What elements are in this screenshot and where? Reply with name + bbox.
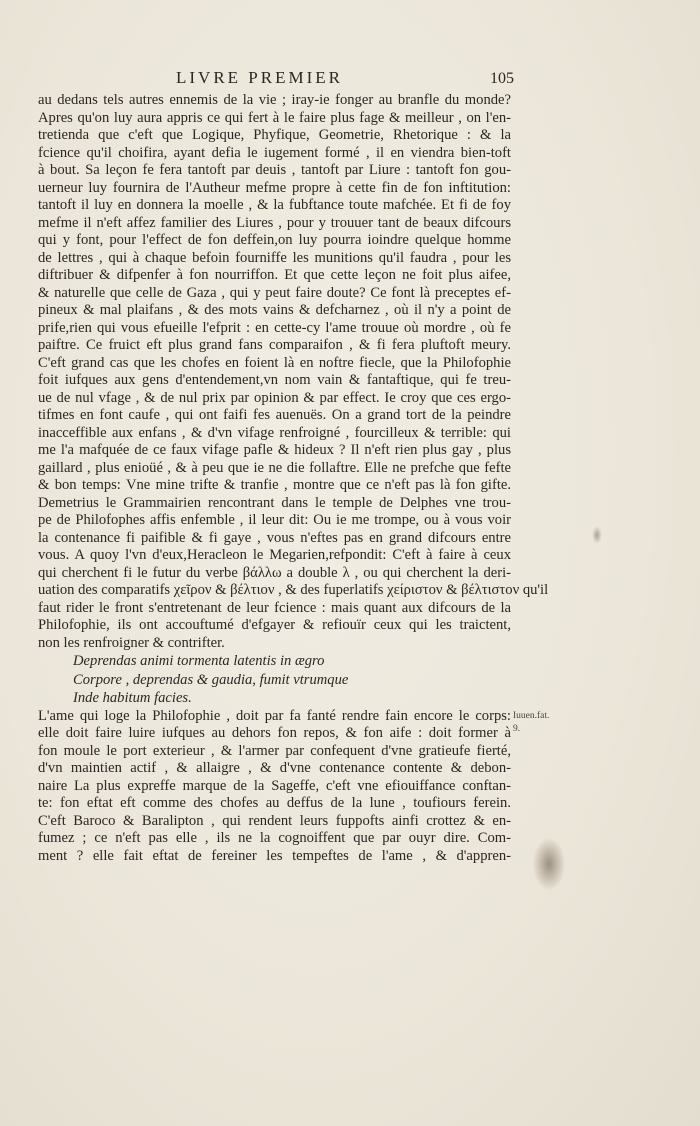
text-line: pe de Philofophes affis enfemble , il leur dit: Ou ie me trompe, ou à vous voir <box>38 512 511 528</box>
text-line: naire La plus expreffe marque de la Sageffe, c'eft vne efiouiffance conftan- <box>38 777 511 794</box>
text-line: gaillard , plus enioüé , & à peu que ie ne die follaftre. Elle ne prefche que fefte <box>38 459 511 476</box>
text-line: mefme il n'eft affez familier des Liures , pour y trouuer tant de beaux difcours <box>38 214 511 231</box>
text-line: la contenance fi paifible & fi gaye , vous n'eftes pas en grand difcours entre <box>38 529 511 546</box>
paper-stain <box>533 838 565 890</box>
page-header <box>0 68 700 92</box>
text-line: faut rider le front s'entretenant de leur fcience : mais quant aux difcours de la <box>38 599 511 616</box>
text-line: Apres qu'on luy aura appris ce qui fert à le faire plus fage & meilleur , on l'en- <box>38 109 511 126</box>
text-line: pineux & mal plaifans , & des mots vains & defcharnez , où il n'y a point de <box>38 302 511 318</box>
text-line: qui y font, pour l'effect de fon deffein,on luy pourra ioindre quelque homme <box>38 232 511 248</box>
text-line: fcience qu'il choifira, ayant defia le iugement formé , il en viendra bien-toft <box>38 144 511 161</box>
text-line: C'eft grand cas que les chofes en foient là en noftre fiecle, que la Philofophie <box>38 354 511 371</box>
text-line: d'vn maintien actif , & allaigre , & d'vne contenance contente & debon- <box>38 760 511 776</box>
text-line: me l'a mafquée de ce faux vifage pafle & hideux ? Il n'eft rien plus gay , plus <box>38 442 511 458</box>
text-line: prife,rien qui vous efueille l'efprit : en cette-cy l'ame trouue où mordre , où fe <box>38 319 511 336</box>
text-line: fon moule le port exterieur , & l'armer par confequent d'vne gratieufe fierté, <box>38 742 511 759</box>
text-line: ue de nul vfage , & de nul prix par opinion & par effect. Ie croy que ces ergo- <box>38 389 511 406</box>
text-line: inacceffible aux enfans , & d'vn vifage renfroigné , fourcilleux & terrible: qui <box>38 424 511 441</box>
text-line: L'ame qui loge la Philofophie , doit par fa fanté rendre fain encore le corps: <box>38 707 511 724</box>
page-number: 105 <box>490 70 514 87</box>
text-line: de lettres , qui à chaque befoin fourniffe les munitions qu'il faudra , pour les <box>38 249 511 266</box>
verse-line: Deprendas animi tormenta latentis in ægro <box>73 653 325 669</box>
text-line: vous. A quoy l'vn d'eux,Heracleon le Megarien,refpondit: C'eft à faire à ceux <box>38 547 511 563</box>
margin-citation-number: 9. <box>513 724 521 734</box>
text-line: uerneur luy fournira de l'Autheur mefme propre à cette fin de fon inftitution: <box>38 179 511 196</box>
text-line: & naturelle que celle de Gaza , qui y peut faire doute? Ce font là preceptes ef- <box>38 284 511 301</box>
ink-speck <box>592 526 602 544</box>
text-line: Philofophie, ils ont accouftumé d'efgayer & refiouïr ceux qui les traictent, <box>38 617 511 633</box>
text-line: au dedans tels autres ennemis de la vie ; iray-ie fonger au branfle du monde? <box>38 92 511 108</box>
text-line: Demetrius le Grammairien rencontrant dans le temple de Delphes vne trou- <box>38 494 511 511</box>
text-line: elle doit faire luire iufques au dehors fon repos, & fon aife : doit former à <box>38 725 511 741</box>
running-title: LIVRE PREMIER <box>176 68 343 87</box>
text-line: foit iufques aux gens d'entendement,vn nom vain & fantaftique, qui fe treu- <box>38 372 511 388</box>
text-line: non les renfroigner & contrifter. <box>38 634 225 651</box>
text-line: à bout. Sa leçon fe fera tantoft par deuis , tantoft par Liure : tantoft fon gou- <box>38 162 511 178</box>
margin-citation <box>513 710 549 736</box>
text-line: uation des comparatifs χεῖρον & βέλτιον , & des fuperlatifs χείριστον & βέλτιστον qu'il <box>38 582 549 598</box>
text-line: te: fon eftat eft comme des chofes au deffus de la lune , toufiours ferein. <box>38 795 511 811</box>
text-line: paiftre. Ce fruict eft plus grand fans comparaifon , & fi fera pluftoft meury. <box>38 337 511 353</box>
text-line: fumez ; ce n'eft pas elle , ils ne la cognoiffent que par ouyr dire. Com- <box>38 830 511 846</box>
text-line: qui cherchent fi le futur du verbe βάλλω a double λ , ou qui cherchent la deri- <box>38 564 511 581</box>
text-line: tantoft il luy en donnera la moelle , & la fubftance toute mafchée. Et fi de foy <box>38 197 511 213</box>
verse-line: Corpore , deprendas & gaudia, fumit vtrumque <box>73 671 349 688</box>
text-line: tretienda que c'eft que Logique, Phyfique, Geometrie, Rhetorique : & la <box>38 127 511 143</box>
margin-citation-source: Iuuen.fat. <box>513 711 550 721</box>
text-line: C'eft Baroco & Baralipton , qui rendent leurs fuppofts ainfi crottez & en- <box>38 812 511 829</box>
text-line: & bon temps: Vne mine trifte & tranfie , montre que ce n'eft pas là fon gifte. <box>38 477 511 493</box>
text-line: ment ? elle fait eftat de fereiner les tempeftes de l'ame , & d'appren- <box>38 847 511 864</box>
text-line: diftribuer & difpenfer à fon nourriffon. Et que cette leçon ne foit plus aifee, <box>38 267 511 283</box>
verse-line: Inde habitum facies. <box>73 690 192 706</box>
text-line: tifmes en font caufe , qui ont faifi fes auenuës. On a grand tort de la peindre <box>38 407 511 423</box>
